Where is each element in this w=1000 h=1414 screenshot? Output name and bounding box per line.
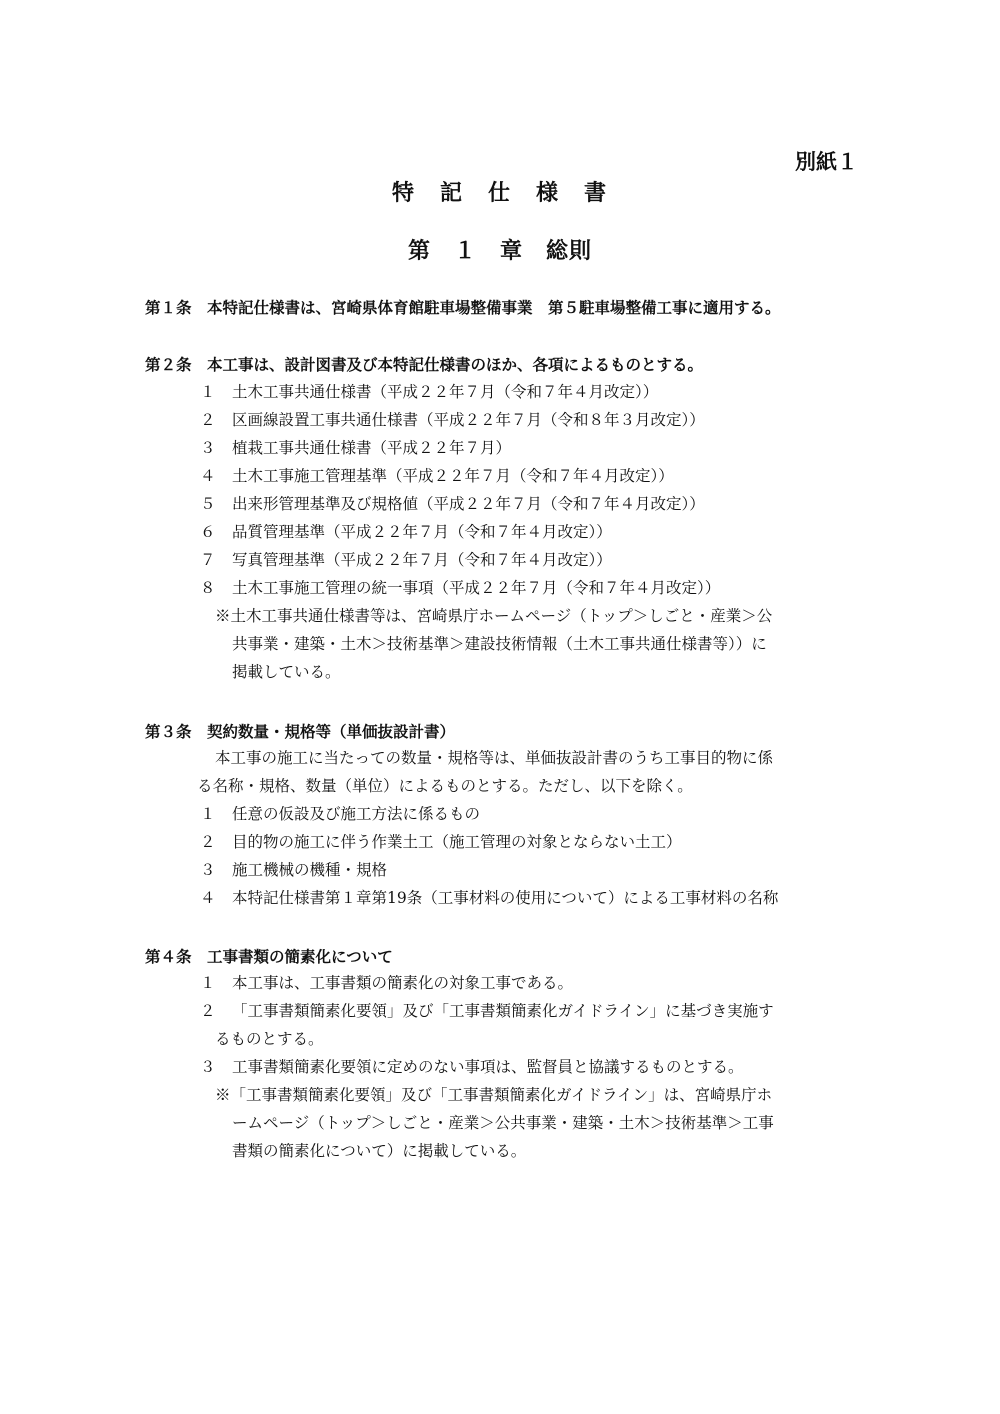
list-item: ２ 目的物の施工に伴う作業土工（施工管理の対象とならない土工） <box>200 833 682 851</box>
list-item: １ 土木工事共通仕様書（平成２２年７月（令和７年４月改定）） <box>200 383 659 401</box>
list-item: ２ 「工事書類簡素化要領」及び「工事書類簡素化ガイドライン」に基づき実施す <box>200 1002 774 1020</box>
list-item: ２ 区画線設置工事共通仕様書（平成２２年７月（令和８年３月改定）） <box>200 411 705 429</box>
list-item: １ 任意の仮設及び施工方法に係るもの <box>200 805 481 823</box>
list-item: ４ 本特記仕様書第１章第19条（工事材料の使用について）による工事材料の名称 <box>200 889 779 907</box>
paragraph-line: 本工事の施工に当たっての数量・規格等は、単価抜設計書のうち工事目的物に係 <box>215 749 774 767</box>
article3-heading: 第３条 契約数量・規格等（単価抜設計書） <box>145 723 456 741</box>
article4-heading: 第４条 工事書類の簡素化について <box>145 948 393 966</box>
list-item: ５ 出来形管理基準及び規格値（平成２２年７月（令和７年４月改定）） <box>200 495 705 513</box>
article1-heading: 第１条 本特記仕様書は、宮崎県体育館駐車場整備事業 第５駐車場整備工事に適用する。 <box>145 299 781 317</box>
paragraph-line: る名称・規格、数量（単位）によるものとする。ただし、以下を除く。 <box>197 777 693 795</box>
note-line: ※「工事書類簡素化要領」及び「工事書類簡素化ガイドライン」は、宮崎県庁ホ <box>215 1086 773 1104</box>
list-item: １ 本工事は、工事書類の簡素化の対象工事である。 <box>200 974 574 992</box>
list-item: ８ 土木工事施工管理の統一事項（平成２２年７月（令和７年４月改定）） <box>200 579 721 597</box>
note-line: 掲載している。 <box>232 663 341 681</box>
document-title: 特 記 仕 様 書 <box>391 181 608 206</box>
note-line: 共事業・建築・土木＞技術基準＞建設技術情報（土木工事共通仕様書等））に <box>232 635 767 653</box>
list-item: ３ 工事書類簡素化要領に定めのない事項は、監督員と協議するものとする。 <box>200 1058 744 1076</box>
list-item: ６ 品質管理基準（平成２２年７月（令和７年４月改定）） <box>200 523 612 541</box>
list-item: ３ 施工機械の機種・規格 <box>200 861 388 879</box>
list-item: ３ 植栽工事共通仕様書（平成２２年７月） <box>200 439 512 457</box>
appendix-label: 別紙１ <box>795 150 858 174</box>
note-line: ※土木工事共通仕様書等は、宮崎県庁ホームページ（トップ＞しごと・産業＞公 <box>215 607 773 625</box>
list-item-continuation: るものとする。 <box>215 1030 324 1048</box>
article2-heading: 第２条 本工事は、設計図書及び本特記仕様書のほか、各項によるものとする。 <box>145 356 704 374</box>
chapter-heading: 第 １ 章 総則 <box>407 239 592 264</box>
list-item: ４ 土木工事施工管理基準（平成２２年７月（令和７年４月改定）） <box>200 467 674 485</box>
list-item: ７ 写真管理基準（平成２２年７月（令和７年４月改定）） <box>200 551 612 569</box>
note-line: ームページ（トップ＞しごと・産業＞公共事業・建築・土木＞技術基準＞工事 <box>232 1114 774 1132</box>
note-line: 書類の簡素化について）に掲載している。 <box>232 1142 527 1160</box>
